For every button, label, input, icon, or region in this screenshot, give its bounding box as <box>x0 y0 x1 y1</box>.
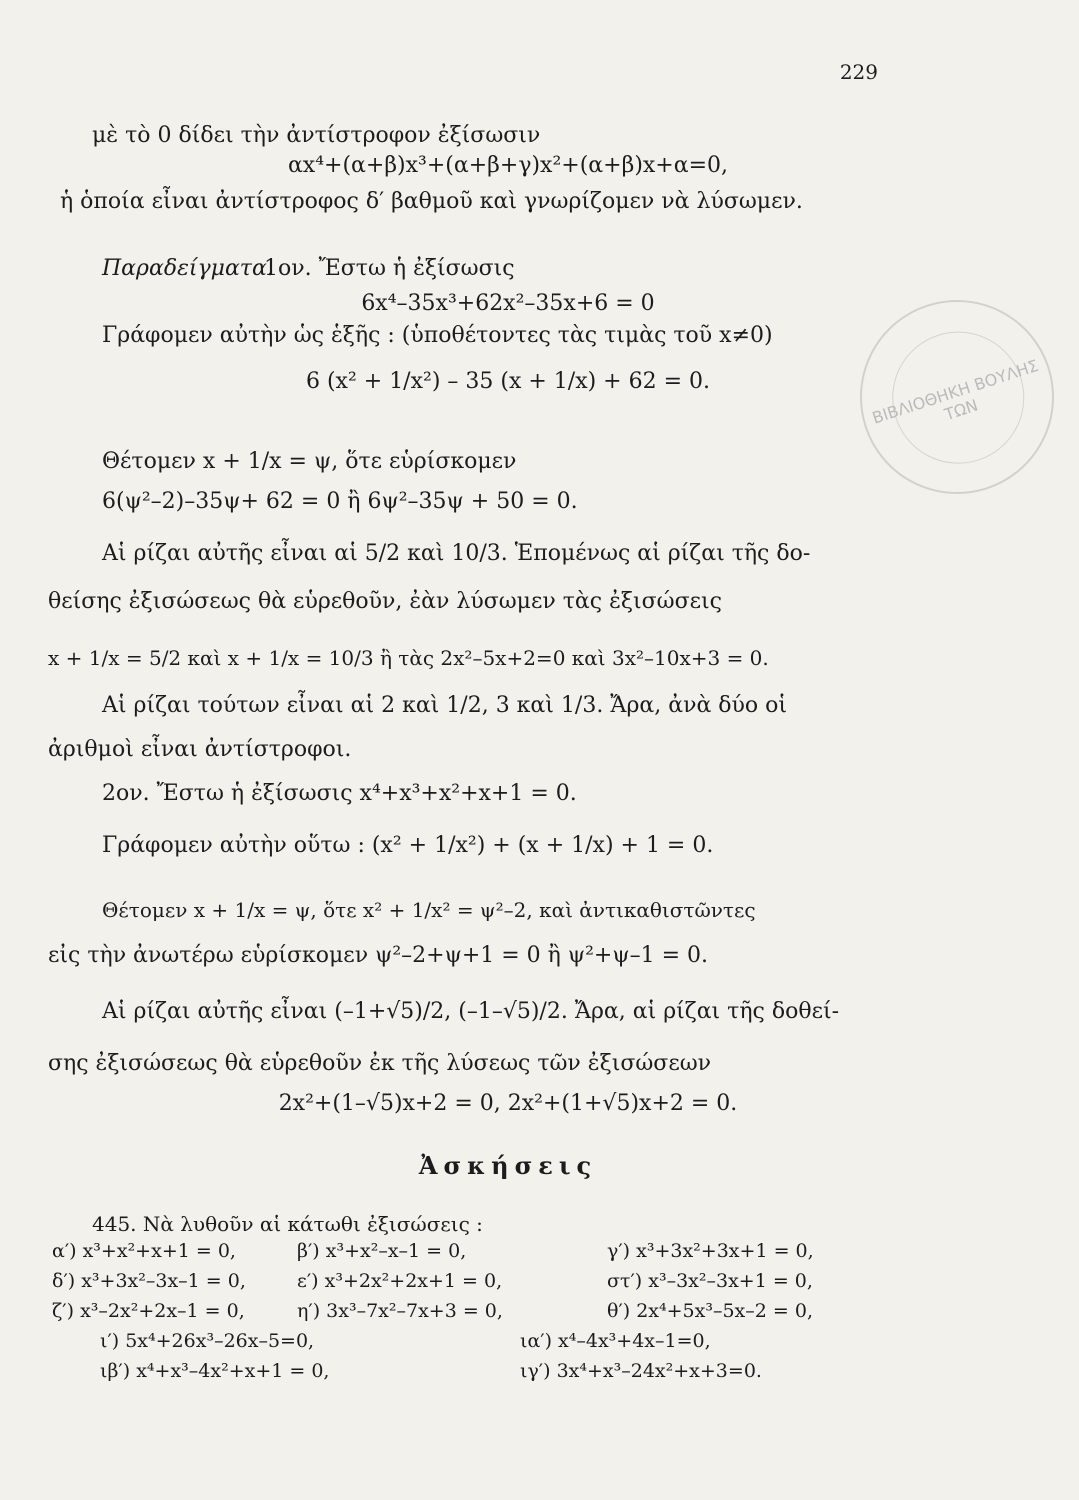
exercise-item: δ′) x³+3x²–3x–1 = 0, <box>52 1270 246 1292</box>
equation-example-2-rewritten: Γράφομεν αὐτὴν οὕτω : (x² + 1/x²) + (x + 1/x) + 1 = 0. <box>102 833 714 858</box>
text-substitution: Θέτομεν x + 1/x = ψ, ὅτε εὑρίσκομεν <box>102 449 517 474</box>
equation-final-pair: 2x²+(1–√5)x+2 = 0, 2x²+(1+√5)x+2 = 0. <box>278 1091 738 1116</box>
text-line-1: μὲ τὸ 0 δίδει τὴν ἀντίστροφον ἐξίσωσιν <box>92 123 541 148</box>
exercise-item: γ′) x³+3x²+3x+1 = 0, <box>607 1240 814 1262</box>
text-substitute-result: εἰς τὴν ἀνωτέρω εὑρίσκομεν ψ²–2+ψ+1 = 0 ἢ ψ²+ψ–1 = 0. <box>48 943 708 968</box>
exercise-row <box>52 1266 952 1296</box>
example-2-intro: 2ον. Ἔστω ἡ ἐξίσωσις x⁴+x³+x²+x+1 = 0. <box>102 781 577 806</box>
exercise-item: η′) 3x³–7x²–7x+3 = 0, <box>297 1300 503 1322</box>
exercise-list <box>52 1236 952 1386</box>
exercise-item: ε′) x³+2x²+2x+1 = 0, <box>297 1270 503 1292</box>
exercise-item: στ′) x³–3x²–3x+1 = 0, <box>607 1270 813 1292</box>
text-roots-3: Αἱ ρίζαι αὐτῆς εἶναι (–1+√5)/2, (–1–√5)/2. Ἄρα, αἱ ρίζαι τῆς δοθεί- <box>102 999 840 1024</box>
equation-quadratic: 6(ψ²–2)–35ψ+ 62 = 0 ἢ 6ψ²–35ψ + 50 = 0. <box>102 489 578 514</box>
text-substitution-2: Θέτομεν x + 1/x = ψ, ὅτε x² + 1/x² = ψ²–2, καὶ ἀντικαθιστῶντες <box>102 898 756 922</box>
exercise-item: ζ′) x³–2x²+2x–1 = 0, <box>52 1300 245 1322</box>
text-roots-2: Αἱ ρίζαι τούτων εἶναι αἱ 2 καὶ 1/2, 3 καὶ 1/3. Ἄρα, ἀνὰ δύο οἱ <box>102 693 788 718</box>
exercise-item: ιβ′) x⁴+x³–4x²+x+1 = 0, <box>100 1360 330 1382</box>
exercises-heading: Ἀσκήσεις <box>418 1151 598 1180</box>
stamp-text: ΒΙΒΛΙΟΘΗΚΗ ΒΟΥΛΗΣ ΤΩΝ <box>869 355 1041 428</box>
exercise-item: ια′) x⁴–4x³+4x–1=0, <box>520 1330 711 1352</box>
exercise-row <box>52 1326 952 1356</box>
exercise-intro: 445. Νὰ λυθοῦν αἱ κάτωθι ἐξισώσεις : <box>92 1212 483 1236</box>
equation-general: αx⁴+(α+β)x³+(α+β+γ)x²+(α+β)x+α=0, <box>287 153 729 178</box>
exercise-item: α′) x³+x²+x+1 = 0, <box>52 1240 236 1262</box>
equation-rewritten: 6 (x² + 1/x²) – 35 (x + 1/x) + 62 = 0. <box>305 369 711 394</box>
exercise-item: θ′) 2x⁴+5x³–5x–2 = 0, <box>607 1300 813 1322</box>
examples-title: Παραδείγματα. <box>102 256 274 281</box>
text-line-rewrite: Γράφομεν αὐτὴν ὡς ἑξῆς : (ὑποθέτοντες τὰς τιμὰς τοῦ x≠0) <box>102 323 773 348</box>
exercise-row <box>52 1296 952 1326</box>
text-solve-equations: σης ἐξισώσεως θὰ εὑρεθοῦν ἐκ τῆς λύσεως τῶν ἐξισώσεων <box>48 1051 712 1076</box>
exercise-item: ιγ′) 3x⁴+x³–24x²+x+3=0. <box>520 1360 762 1382</box>
equation-pair: x + 1/x = 5/2 καὶ x + 1/x = 10/3 ἢ τὰς 2x²–5x+2=0 καὶ 3x²–10x+3 = 0. <box>48 646 769 670</box>
exercise-row <box>52 1356 952 1386</box>
text-reciprocal: ἀριθμοὶ εἶναι ἀντίστροφοι. <box>48 737 352 762</box>
text-roots-1: Αἱ ρίζαι αὐτῆς εἶναι αἱ 5/2 καὶ 10/3. Ἑπομένως αἱ ρίζαι τῆς δο- <box>102 541 811 566</box>
exercise-row <box>52 1236 952 1266</box>
text-line-3: ἡ ὁποία εἶναι ἀντίστροφος δ′ βαθμοῦ καὶ γνωρίζομεν νὰ λύσωμεν. <box>60 189 803 214</box>
exercise-item: β′) x³+x²–x–1 = 0, <box>297 1240 467 1262</box>
equation-example-1: 6x⁴–35x³+62x²–35x+6 = 0 <box>361 291 655 316</box>
text-given-equation: θείσης ἐξισώσεως θὰ εὑρεθοῦν, ἐὰν λύσωμεν τὰς ἐξισώσεις <box>48 589 722 614</box>
page-number: 229 <box>839 60 878 84</box>
example-1-intro: 1ον. Ἔστω ἡ ἐξίσωσις <box>264 256 515 281</box>
exercise-item: ι′) 5x⁴+26x³–26x–5=0, <box>100 1330 315 1352</box>
